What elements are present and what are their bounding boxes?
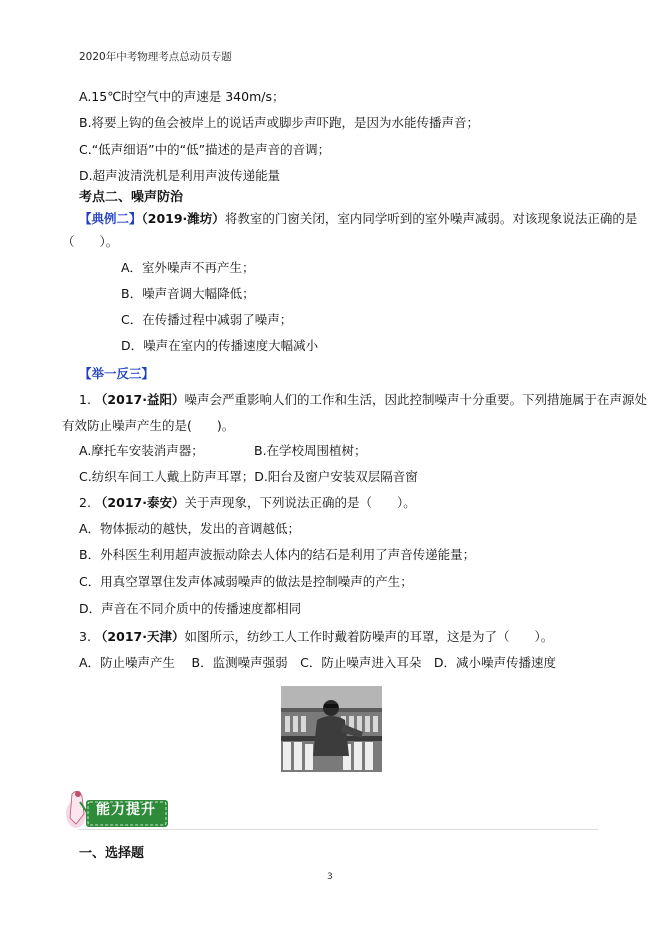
q1-option-b: B.在学校周围植树； [254,443,367,458]
photo-illustration [281,686,382,772]
q2-option-d: D．声音在不同介质中的传播速度都相同 [79,601,302,616]
question-number: 3. [79,629,91,644]
example-question: 将教室的门窗关闭，室内同学听到的室外噪声减弱。对该现象说法正确的是 [224,211,638,226]
example-source: （2019·潍坊） [141,211,225,226]
page-number: 3 [327,872,333,882]
option-line: C.“低声细语”中的“低”描述的是声音的音调； [79,142,331,157]
question-3 [79,627,553,645]
option-line: D.超声波清洗机是利用声波传递能量 [79,168,281,183]
ability-banner [66,784,170,832]
example-option-b: B．噪声音调大幅降低； [121,286,255,301]
option-line: B.将要上钩的鱼会被岸上的说话声或脚步声吓跑，是因为水能传播声音； [79,115,480,130]
example-tag: 【典例二】 [79,211,142,226]
question-text: 如图所示，纺纱工人工作时戴着防噪声的耳罩，这是为了（ ）。 [184,629,554,644]
question-number: 2. [79,495,91,510]
example-option-a: A．室外噪声不再产生； [121,260,255,275]
question-text: 关于声现象，下列说法正确的是（ ）。 [184,495,416,510]
q1-option-a: A.摩托车安装消声器； [79,443,204,458]
example-option-d: D．噪声在室内的传播速度大幅减小 [121,338,319,353]
q2-option-b: B．外科医生利用超声波振动除去人体内的结石是利用了声音传递能量； [79,547,476,562]
example-stem [79,209,637,227]
banner-title: 能力提升 [96,802,156,818]
q2-option-a: A．物体振动的越快，发出的音调越低； [79,521,301,536]
question-number: 1. [79,392,91,407]
question-1-cont: 有效防止噪声产生的是( )。 [62,418,235,433]
textile-worker-photo [281,686,382,772]
section-heading: 考点二、噪声防治 [79,190,184,205]
question-source: （2017·泰安） [94,495,185,510]
example-option-c: C．在传播过程中减弱了噪声； [121,312,293,327]
divider [78,829,598,830]
option-line: A.15℃时空气中的声速是 340m/s； [79,89,285,104]
q3-options: A．防止噪声产生 B．监测噪声强弱 C．防止噪声进入耳朵 D．减小噪声传播速度 [79,655,556,670]
running-header: 2020年中考物理考点总动员专题 [79,51,232,63]
example-stem-cont: （ ）。 [62,234,119,249]
question-text: 噪声会严重影响人们的工作和生活，因此控制噪声十分重要。下列措施属于在声源处 [184,392,647,407]
question-1 [79,390,647,408]
question-source: （2017·天津） [94,629,185,644]
question-source: （2017·益阳） [94,392,185,407]
section-heading-choice: 一、选择题 [79,846,145,861]
question-2 [79,493,416,511]
practice-heading: 【举一反三】 [79,366,155,381]
q1-option-cd: C.纺织车间工人戴上防声耳罩；D.阳台及窗户安装双层隔音窗 [79,469,418,484]
q2-option-c: C．用真空罩罩住发声体减弱噪声的做法是控制噪声的产生； [79,574,413,589]
